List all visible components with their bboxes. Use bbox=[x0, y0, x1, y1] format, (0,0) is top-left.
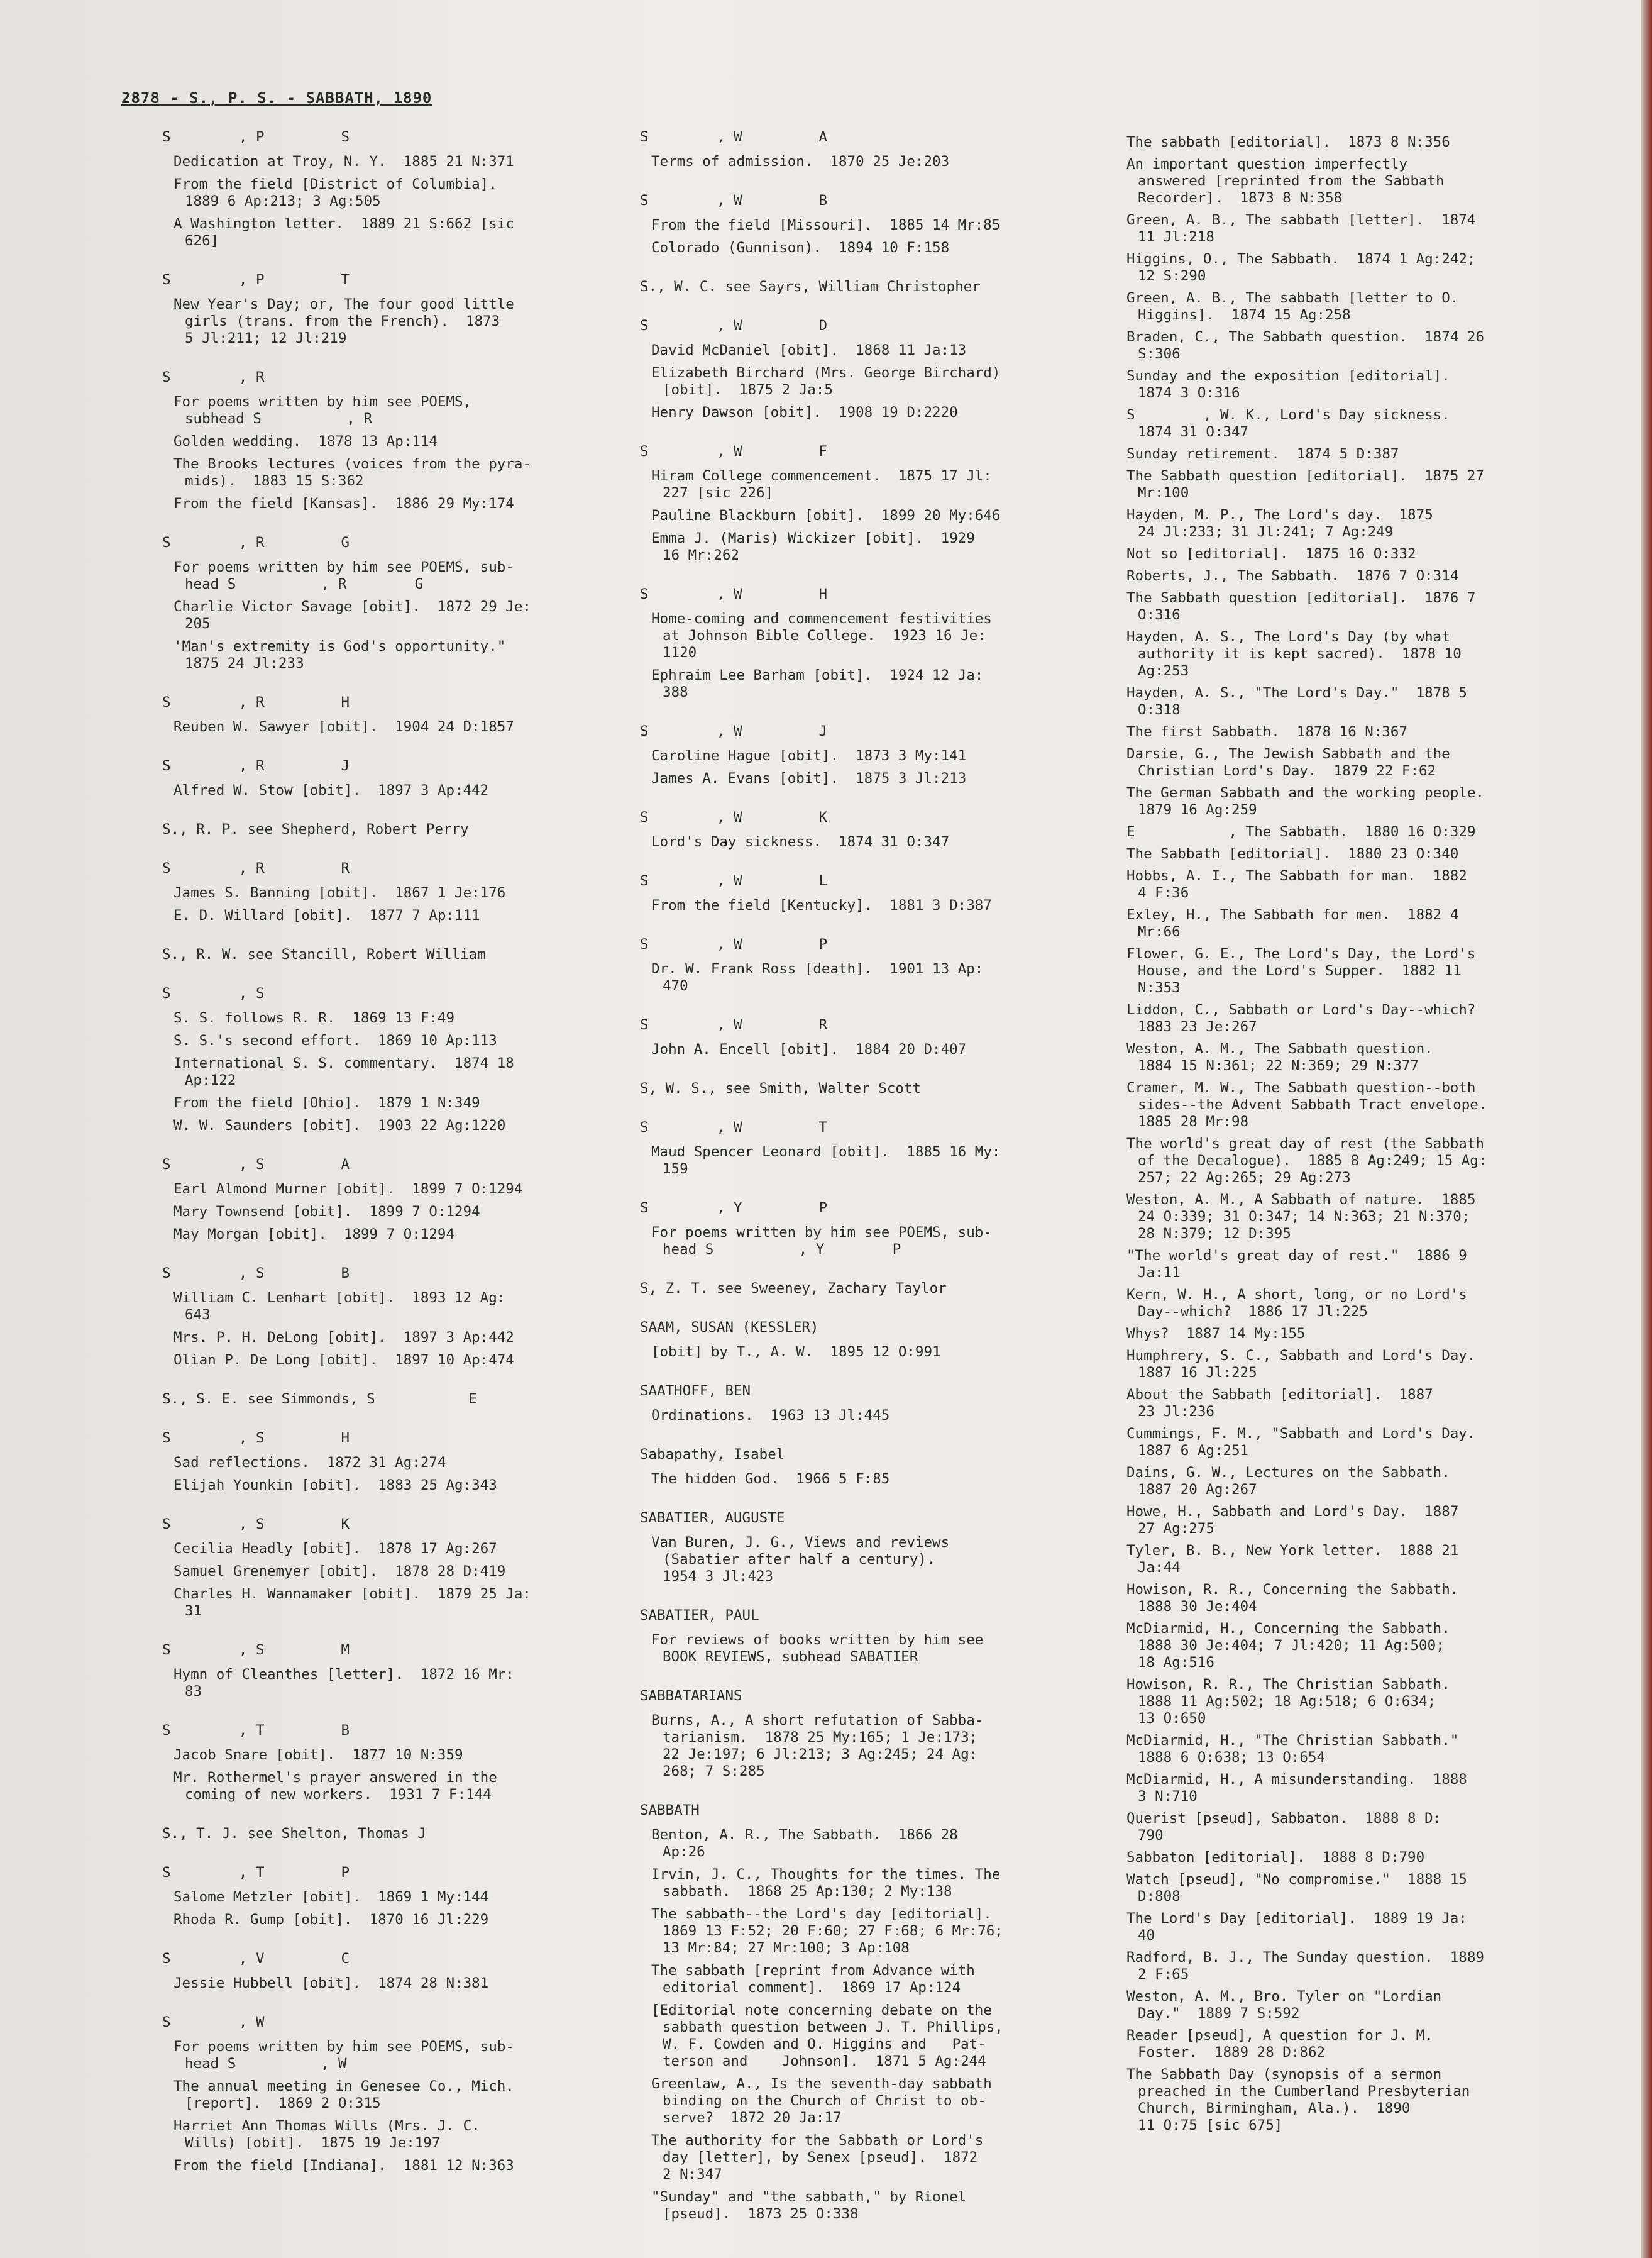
index-entry: A Washington letter. 1889 21 S:662 [sic 626] bbox=[173, 216, 514, 249]
index-heading-block bbox=[162, 694, 602, 736]
index-heading: S., T. J. see Shelton, Thomas J bbox=[162, 1825, 426, 1842]
index-entry: Cecilia Headly [obit]. 1878 17 Ag:267 bbox=[173, 1541, 497, 1557]
index-entry: For poems written by him see POEMS, sub- head S , Y P bbox=[651, 1224, 992, 1258]
index-entry: Hobbs, A. I., The Sabbath for man. 1882 4 F:36 bbox=[1126, 868, 1467, 901]
index-entry: John A. Encell [obit]. 1884 20 D:407 bbox=[651, 1041, 967, 1058]
index-heading: S., R. W. see Stancill, Robert William bbox=[162, 946, 486, 963]
index-entry: Mr. Rothermel's prayer answered in the coming of new workers. 1931 7 F:144 bbox=[173, 1769, 497, 1803]
index-entry: Weston, A. M., Bro. Tyler on "Lordian Day." 1889 7 S:592 bbox=[1126, 1988, 1442, 2022]
index-entry: Golden wedding. 1878 13 Ap:114 bbox=[173, 433, 438, 450]
index-entry: Alfred W. Stow [obit]. 1897 3 Ap:442 bbox=[173, 782, 489, 799]
index-entry: Querist [pseud], Sabbaton. 1888 8 D: 790 bbox=[1126, 1810, 1442, 1844]
index-heading: Sabapathy, Isabel bbox=[640, 1446, 785, 1463]
index-entry: For reviews of books written by him see BOOK REVIEWS, subhead SABATIER bbox=[651, 1632, 984, 1665]
index-entry: The Sabbath [editorial]. 1880 23 O:340 bbox=[1126, 846, 1459, 862]
index-entry: Van Buren, J. G., Views and reviews (Sabatier after half a century). 1954 3 Jl:423 bbox=[651, 1534, 950, 1585]
index-entry: New Year's Day; or, The four good little girls (trans. from the French). 1873 5 Jl:211; 12 Jl:219 bbox=[173, 296, 514, 346]
index-heading-block bbox=[640, 1802, 1074, 2223]
index-entry: Green, A. B., The sabbath [letter to O. Higgins]. 1874 15 Ag:258 bbox=[1126, 290, 1459, 323]
index-entry: Elizabeth Birchard (Mrs. George Birchard) [obit]. 1875 2 Ja:5 bbox=[651, 365, 1001, 398]
index-heading: S , R G bbox=[162, 534, 350, 551]
index-heading-block bbox=[162, 129, 602, 250]
index-heading: S., R. P. see Shepherd, Robert Perry bbox=[162, 821, 469, 838]
index-entry: From the field [Missouri]. 1885 14 Mr:85 bbox=[651, 217, 1001, 233]
index-entry: Hayden, M. P., The Lord's day. 1875 24 Jl:233; 31 Jl:241; 7 Ag:249 bbox=[1126, 507, 1433, 540]
index-heading: S , R R bbox=[162, 860, 350, 877]
index-entry: James S. Banning [obit]. 1867 1 Je:176 bbox=[173, 885, 506, 901]
index-entry: Ordinations. 1963 13 Jl:445 bbox=[651, 1407, 890, 1424]
index-entry: Henry Dawson [obit]. 1908 19 D:2220 bbox=[651, 404, 958, 421]
index-entry: Maud Spencer Leonard [obit]. 1885 16 My: 159 bbox=[651, 1144, 1001, 1177]
index-heading-block bbox=[640, 1510, 1074, 1585]
index-entry: "The world's great day of rest." 1886 9 Ja:11 bbox=[1126, 1248, 1467, 1281]
index-entry: From the field [Kansas]. 1886 29 My:174 bbox=[173, 495, 514, 512]
index-heading: S , W R bbox=[640, 1017, 828, 1033]
index-heading-block bbox=[640, 1688, 1074, 1780]
index-heading-block bbox=[162, 534, 602, 672]
index-entry: William C. Lenhart [obit]. 1893 12 Ag: 643 bbox=[173, 1290, 506, 1323]
index-entry: [obit] by T., A. W. 1895 12 O:991 bbox=[651, 1344, 941, 1360]
index-entry: The Sabbath question [editorial]. 1876 7 O:316 bbox=[1126, 590, 1476, 623]
index-entry: Cummings, F. M., "Sabbath and Lord's Day. 1887 6 Ag:251 bbox=[1126, 1425, 1476, 1459]
index-entry: S. S. follows R. R. 1869 13 F:49 bbox=[173, 1010, 455, 1026]
index-entry: Hiram College commencement. 1875 17 Jl: 227 [sic 226] bbox=[651, 468, 992, 501]
index-heading-block bbox=[640, 192, 1074, 257]
index-heading: S , W bbox=[162, 2014, 265, 2030]
index-heading: S , W D bbox=[640, 318, 828, 334]
index-entry: E. D. Willard [obit]. 1877 7 Ap:111 bbox=[173, 907, 480, 924]
index-heading-block bbox=[162, 369, 602, 512]
index-heading-block bbox=[162, 1156, 602, 1243]
page-edge bbox=[1641, 0, 1652, 2258]
index-heading-block bbox=[640, 1607, 1074, 1666]
index-entry: Howison, R. R., The Christian Sabbath. 1888 11 Ag:502; 18 Ag:518; 6 O:634; 13 O:650 bbox=[1126, 1676, 1450, 1727]
index-heading: S , W F bbox=[640, 443, 828, 460]
index-heading: SABATIER, AUGUSTE bbox=[640, 1510, 785, 1526]
column-1 bbox=[162, 129, 602, 2196]
index-entry: International S. S. commentary. 1874 18 Ap:122 bbox=[173, 1055, 514, 1088]
column-3 bbox=[1126, 129, 1516, 2156]
index-heading-block bbox=[640, 1200, 1074, 1258]
index-heading: SAAM, SUSAN (KESSLER) bbox=[640, 1319, 819, 1336]
index-heading: S , W K bbox=[640, 809, 828, 826]
index-entry: Cramer, M. W., The Sabbath question--both sides--the Advent Sabbath Tract envelope. 1885 28 Mr:98 bbox=[1126, 1080, 1487, 1130]
index-heading: S , W H bbox=[640, 586, 828, 602]
index-entry: Charles H. Wannamaker [obit]. 1879 25 Ja: 31 bbox=[173, 1586, 531, 1619]
index-entry: Hayden, A. S., The Lord's Day (by what authority it is kept sacred). 1878 10 Ag:253 bbox=[1126, 629, 1462, 679]
index-heading: S , W L bbox=[640, 873, 828, 889]
index-entry: Howe, H., Sabbath and Lord's Day. 1887 27 Ag:275 bbox=[1126, 1503, 1459, 1537]
index-entry: Kern, W. H., A short, long, or no Lord's Day--which? 1886 17 Jl:225 bbox=[1126, 1287, 1467, 1320]
index-entry: Ephraim Lee Barham [obit]. 1924 12 Ja: 388 bbox=[651, 667, 984, 700]
index-entry: Lord's Day sickness. 1874 31 O:347 bbox=[651, 834, 950, 850]
index-entry: Weston, A. M., The Sabbath question. 1884 15 N:361; 22 N:369; 29 N:377 bbox=[1126, 1041, 1433, 1074]
index-entry: The hidden God. 1966 5 F:85 bbox=[651, 1471, 890, 1487]
index-entry: The annual meeting in Genesee Co., Mich. [report]. 1869 2 O:315 bbox=[173, 2078, 514, 2111]
index-heading-block bbox=[640, 723, 1074, 787]
index-entry: Emma J. (Maris) Wickizer [obit]. 1929 16 Mr:262 bbox=[651, 530, 975, 563]
index-heading: S , P S bbox=[162, 129, 350, 145]
index-entry: Burns, A., A short refutation of Sabba- tarianism. 1878 25 My:165; 1 Je:173; 22 Je:197; 6 Jl:213; 3 Ag:245; 24 Ag: 268; 7 S:285 bbox=[651, 1712, 984, 1779]
index-entry: [Editorial note concerning debate on the sabbath question between J. T. Phillips, W. F. Cowden and O. Higgins and Pat- terson and Johnson]. 1871 5 Ag:244 bbox=[651, 2002, 1003, 2069]
index-heading-block bbox=[162, 1825, 602, 1842]
index-entry: Jacob Snare [obit]. 1877 10 N:359 bbox=[173, 1747, 463, 1763]
index-entry: The Lord's Day [editorial]. 1889 19 Ja: 40 bbox=[1126, 1910, 1467, 1944]
index-entry: Not so [editorial]. 1875 16 O:332 bbox=[1126, 546, 1416, 562]
index-heading: S., S. E. see Simmonds, S E bbox=[162, 1391, 478, 1407]
index-entry: Benton, A. R., The Sabbath. 1866 28 Ap:26 bbox=[651, 1827, 958, 1860]
index-entry: The German Sabbath and the working people. 1879 16 Ag:259 bbox=[1126, 785, 1484, 818]
index-entry: Exley, H., The Sabbath for men. 1882 4 Mr:66 bbox=[1126, 907, 1459, 940]
index-heading: S , P T bbox=[162, 272, 350, 288]
index-entry: Dr. W. Frank Ross [death]. 1901 13 Ap: 470 bbox=[651, 961, 984, 994]
index-entry: McDiarmid, H., "The Christian Sabbath." 1888 6 O:638; 13 O:654 bbox=[1126, 1732, 1459, 1766]
index-entry: Sunday and the exposition [editorial]. 1874 3 O:316 bbox=[1126, 368, 1450, 401]
index-entry: May Morgan [obit]. 1899 7 O:1294 bbox=[173, 1226, 455, 1242]
index-heading: S , S B bbox=[162, 1265, 350, 1281]
index-heading: S., W. C. see Sayrs, William Christopher bbox=[640, 279, 981, 295]
index-heading-block bbox=[640, 1383, 1074, 1424]
index-heading-block bbox=[162, 2014, 602, 2174]
index-entry: Howison, R. R., Concerning the Sabbath. 1888 30 Je:404 bbox=[1126, 1581, 1459, 1615]
index-heading: S , T P bbox=[162, 1864, 350, 1881]
index-heading: S , T B bbox=[162, 1722, 350, 1739]
index-heading: SAATHOFF, BEN bbox=[640, 1383, 751, 1399]
index-heading-block bbox=[162, 272, 602, 347]
index-entry: Tyler, B. B., New York letter. 1888 21 Ja:44 bbox=[1126, 1542, 1459, 1576]
index-entry: Elijah Younkin [obit]. 1883 25 Ag:343 bbox=[173, 1477, 497, 1493]
index-heading: SABBATH bbox=[640, 1802, 700, 1818]
index-heading: S , S A bbox=[162, 1156, 350, 1173]
index-heading-block bbox=[640, 443, 1074, 564]
index-entry: Dedication at Troy, N. Y. 1885 21 N:371 bbox=[173, 153, 514, 170]
index-entry: David McDaniel [obit]. 1868 11 Ja:13 bbox=[651, 342, 967, 358]
index-entry: Olian P. De Long [obit]. 1897 10 Ap:474 bbox=[173, 1352, 514, 1368]
index-heading-block bbox=[162, 821, 602, 838]
index-heading-block bbox=[162, 1951, 602, 1992]
index-heading-block bbox=[162, 1864, 602, 1929]
index-entry: Rhoda R. Gump [obit]. 1870 16 Jl:229 bbox=[173, 1912, 489, 1928]
index-heading-block bbox=[640, 129, 1074, 170]
index-entry: From the field [Kentucky]. 1881 3 D:387 bbox=[651, 897, 992, 914]
index-entry: About the Sabbath [editorial]. 1887 23 Jl:236 bbox=[1126, 1386, 1433, 1420]
index-heading: S, W. S., see Smith, Walter Scott bbox=[640, 1080, 922, 1097]
index-entry: Sad reflections. 1872 31 Ag:274 bbox=[173, 1454, 446, 1471]
index-entry: An important question imperfectly answered [reprinted from the Sabbath Recorder]. 1873 8 N:358 bbox=[1126, 156, 1445, 206]
index-heading: S , S bbox=[162, 985, 265, 1002]
index-heading: S , S H bbox=[162, 1430, 350, 1446]
index-entry: Earl Almond Murner [obit]. 1899 7 O:1294 bbox=[173, 1181, 523, 1197]
index-entry: For poems written by him see POEMS, sub- head S , W bbox=[173, 2039, 514, 2072]
index-heading-block bbox=[640, 318, 1074, 421]
index-heading-block bbox=[640, 1319, 1074, 1361]
index-entry: S , W. K., Lord's Day sickness. 1874 31 O:347 bbox=[1126, 407, 1450, 440]
index-entry: For poems written by him see POEMS, subhead S , R bbox=[173, 394, 472, 427]
index-entry: Charlie Victor Savage [obit]. 1872 29 Je: 205 bbox=[173, 599, 531, 632]
index-entry: Green, A. B., The sabbath [letter]. 1874 11 Jl:218 bbox=[1126, 212, 1476, 245]
index-entry: E , The Sabbath. 1880 16 O:329 bbox=[1126, 824, 1476, 840]
index-entry: Higgins, O., The Sabbath. 1874 1 Ag:242; 12 S:290 bbox=[1126, 251, 1476, 284]
index-entry: Harriet Ann Thomas Wills (Mrs. J. C. Wills) [obit]. 1875 19 Je:197 bbox=[173, 2118, 480, 2151]
index-entry: Roberts, J., The Sabbath. 1876 7 O:314 bbox=[1126, 568, 1459, 584]
index-heading-block bbox=[162, 1265, 602, 1369]
index-entry: Humphrery, S. C., Sabbath and Lord's Day. 1887 16 Jl:225 bbox=[1126, 1348, 1476, 1381]
page-header: 2878 - S., P. S. - SABBATH, 1890 bbox=[121, 89, 432, 107]
index-entry: Greenlaw, A., Is the seventh-day sabbath binding on the Church of Christ to ob- serve? 1872 20 Ja:17 bbox=[651, 2076, 992, 2126]
index-entry: Irvin, J. C., Thoughts for the times. The sabbath. 1868 25 Ap:130; 2 My:138 bbox=[651, 1866, 1001, 1900]
index-entry: Braden, C., The Sabbath question. 1874 26 S:306 bbox=[1126, 329, 1484, 362]
index-entry: Pauline Blackburn [obit]. 1899 20 My:646 bbox=[651, 507, 1001, 524]
index-entry: W. W. Saunders [obit]. 1903 22 Ag:1220 bbox=[173, 1117, 506, 1134]
index-entry: McDiarmid, H., Concerning the Sabbath. 1888 30 Je:404; 7 Jl:420; 11 Ag:500; 18 Ag:516 bbox=[1126, 1620, 1450, 1671]
index-entry: The sabbath [editorial]. 1873 8 N:356 bbox=[1126, 134, 1450, 150]
index-heading: S , W T bbox=[640, 1119, 828, 1136]
index-entry: Sabbaton [editorial]. 1888 8 D:790 bbox=[1126, 1849, 1425, 1866]
index-entry: Sunday retirement. 1874 5 D:387 bbox=[1126, 446, 1399, 462]
index-entry: Watch [pseud], "No compromise." 1888 15 D:808 bbox=[1126, 1871, 1467, 1905]
index-entry: 'Man's extremity is God's opportunity." 1875 24 Jl:233 bbox=[173, 638, 506, 672]
index-heading-block bbox=[162, 946, 602, 963]
index-entry: The Sabbath question [editorial]. 1875 27 Mr:100 bbox=[1126, 468, 1484, 501]
index-heading: S , Y P bbox=[640, 1200, 828, 1216]
index-entry: The sabbath--the Lord's day [editorial]. 1869 13 F:52; 20 F:60; 27 F:68; 6 Mr:76; 13 Mr:84; 27 Mr:100; 3 Ap:108 bbox=[651, 1906, 1003, 1956]
index-entry: Liddon, C., Sabbath or Lord's Day--which? 1883 23 Je:267 bbox=[1126, 1002, 1476, 1035]
index-entry: Flower, G. E., The Lord's Day, the Lord's House, and the Lord's Supper. 1882 11 N:353 bbox=[1126, 946, 1476, 996]
index-entry: Whys? 1887 14 My:155 bbox=[1126, 1325, 1306, 1342]
index-heading-block bbox=[640, 279, 1074, 296]
index-heading-block bbox=[640, 1280, 1074, 1297]
index-entry: Mary Townsend [obit]. 1899 7 O:1294 bbox=[173, 1204, 480, 1220]
index-entry: Hayden, A. S., "The Lord's Day." 1878 5 O:318 bbox=[1126, 685, 1467, 718]
index-heading: S , R H bbox=[162, 694, 350, 711]
index-entry: Colorado (Gunnison). 1894 10 F:158 bbox=[651, 240, 950, 256]
index-entry: S. S.'s second effort. 1869 10 Ap:113 bbox=[173, 1032, 497, 1049]
index-heading: S , V C bbox=[162, 1951, 350, 1967]
index-entry: Dains, G. W., Lectures on the Sabbath. 1887 20 Ag:267 bbox=[1126, 1464, 1450, 1498]
index-entry: Salome Metzler [obit]. 1869 1 My:144 bbox=[173, 1889, 489, 1905]
index-heading-block bbox=[640, 1017, 1074, 1058]
index-heading-block bbox=[162, 1642, 602, 1700]
index-entry: The first Sabbath. 1878 16 N:367 bbox=[1126, 724, 1408, 740]
index-entry: Radford, B. J., The Sunday question. 1889 2 F:65 bbox=[1126, 1949, 1484, 1983]
index-heading-block bbox=[640, 873, 1074, 914]
index-heading: S, Z. T. see Sweeney, Zachary Taylor bbox=[640, 1280, 947, 1297]
index-entry: The Brooks lectures (voices from the pyra- mids). 1883 15 S:362 bbox=[173, 456, 531, 489]
column-2 bbox=[640, 129, 1074, 2245]
index-heading-block bbox=[162, 758, 602, 799]
index-entry: Hymn of Cleanthes [letter]. 1872 16 Mr: 83 bbox=[173, 1666, 514, 1700]
index-heading-block bbox=[162, 1391, 602, 1408]
index-entry: Samuel Grenemyer [obit]. 1878 28 D:419 bbox=[173, 1563, 506, 1580]
index-entry: Reader [pseud], A question for J. M. Foster. 1889 28 D:862 bbox=[1126, 2027, 1433, 2061]
index-entry: Darsie, G., The Jewish Sabbath and the Christian Lord's Day. 1879 22 F:62 bbox=[1126, 746, 1450, 779]
index-entry: The Sabbath Day (synopsis of a sermon preached in the Cumberland Presbyterian Church, Birmingham, Ala.). 1890 11 O:75 [sic 675] bbox=[1126, 2066, 1470, 2133]
index-heading: S , W A bbox=[640, 129, 828, 145]
index-entry: James A. Evans [obit]. 1875 3 Jl:213 bbox=[651, 770, 967, 787]
index-heading-block bbox=[162, 1430, 602, 1494]
index-heading: SABBATARIANS bbox=[640, 1688, 742, 1704]
index-heading: S , R bbox=[162, 369, 265, 385]
index-entry: Jessie Hubbell [obit]. 1874 28 N:381 bbox=[173, 1975, 489, 1991]
index-entry: Caroline Hague [obit]. 1873 3 My:141 bbox=[651, 748, 967, 764]
index-heading-block bbox=[162, 1722, 602, 1803]
index-entry: From the field [Ohio]. 1879 1 N:349 bbox=[173, 1095, 480, 1111]
index-heading-block bbox=[640, 1446, 1074, 1488]
index-entry: McDiarmid, H., A misunderstanding. 1888 3 N:710 bbox=[1126, 1771, 1467, 1805]
index-heading-block bbox=[162, 860, 602, 924]
index-entry: The sabbath [reprint from Advance with editorial comment]. 1869 17 Ap:124 bbox=[651, 1962, 975, 1996]
index-heading-block bbox=[162, 985, 602, 1134]
index-entry: From the field [Indiana]. 1881 12 N:363 bbox=[173, 2157, 514, 2174]
index-entry: From the field [District of Columbia]. 1889 6 Ap:213; 3 Ag:505 bbox=[173, 176, 497, 209]
index-heading-block bbox=[640, 936, 1074, 995]
index-entry: Home-coming and commencement festivities at Johnson Bible College. 1923 16 Je: 1120 bbox=[651, 611, 992, 661]
index-heading-block bbox=[640, 586, 1074, 701]
index-entry: Terms of admission. 1870 25 Je:203 bbox=[651, 153, 950, 170]
index-heading-block bbox=[1126, 134, 1516, 2134]
index-heading: S , W B bbox=[640, 192, 828, 209]
index-heading: S , S K bbox=[162, 1516, 350, 1532]
index-heading-block bbox=[640, 1119, 1074, 1178]
index-heading-block bbox=[640, 809, 1074, 851]
index-heading: S , S M bbox=[162, 1642, 350, 1658]
index-entry: Mrs. P. H. DeLong [obit]. 1897 3 Ap:442 bbox=[173, 1329, 514, 1346]
index-entry: "Sunday" and "the sabbath," by Rionel [pseud]. 1873 25 O:338 bbox=[651, 2189, 967, 2222]
index-heading: SABATIER, PAUL bbox=[640, 1607, 759, 1624]
index-entry: For poems written by him see POEMS, sub- head S , R G bbox=[173, 559, 514, 592]
index-heading: S , R J bbox=[162, 758, 350, 774]
index-entry: Reuben W. Sawyer [obit]. 1904 24 D:1857 bbox=[173, 719, 514, 735]
index-heading-block bbox=[162, 1516, 602, 1620]
index-heading: S , W J bbox=[640, 723, 828, 739]
index-entry: The world's great day of rest (the Sabbath of the Decalogue). 1885 8 Ag:249; 15 Ag: 257; 22 Ag:265; 29 Ag:273 bbox=[1126, 1136, 1487, 1186]
index-entry: Weston, A. M., A Sabbath of nature. 1885 24 O:339; 31 O:347; 14 N:363; 21 N:370; 28 N:379; 12 D:395 bbox=[1126, 1192, 1476, 1242]
index-heading: S , W P bbox=[640, 936, 828, 953]
index-entry: The authority for the Sabbath or Lord's day [letter], by Senex [pseud]. 1872 2 N:347 bbox=[651, 2132, 984, 2183]
index-heading-block bbox=[640, 1080, 1074, 1097]
